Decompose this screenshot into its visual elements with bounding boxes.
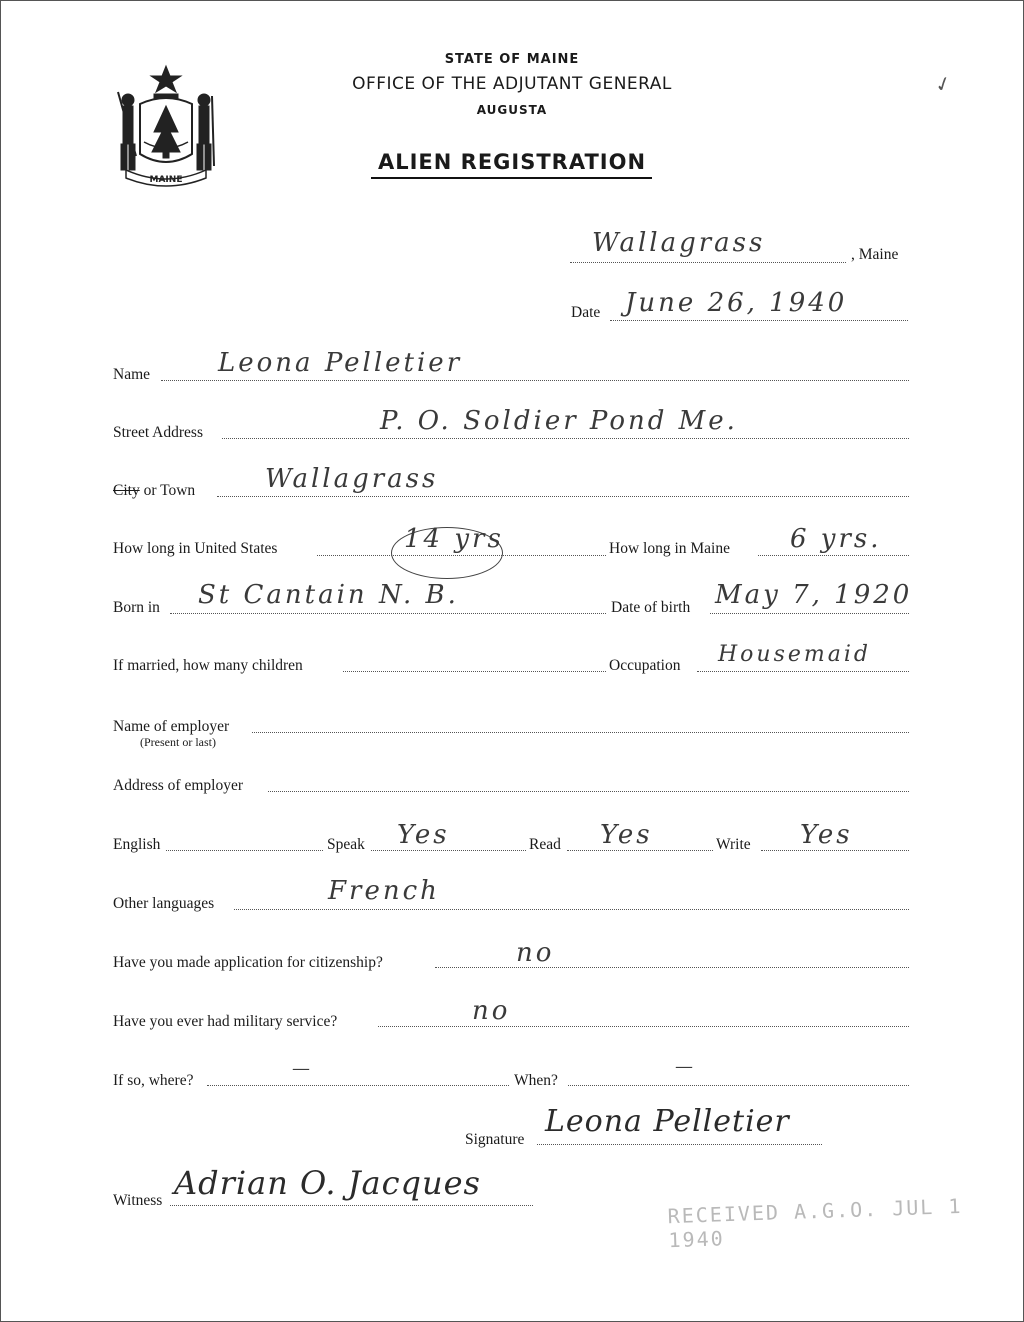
received-stamp: RECEIVED A.G.O. JUL 1 1940 [667,1193,963,1253]
street-line [222,438,909,439]
name-value: Leona Pelletier [218,348,463,378]
city-town-value: Wallagrass [265,464,439,494]
occupation-line [697,671,909,672]
state-heading: STATE OF MAINE [444,52,580,67]
write-label: Write [716,836,751,853]
employer-address-label: Address of employer [113,777,243,794]
date-of-birth-line [710,613,909,614]
town-value: Wallagrass [592,228,766,258]
read-value: Yes [600,820,653,850]
military-value: no [472,996,511,1026]
where-label: If so, where? [113,1072,194,1089]
date-of-birth-label: Date of birth [611,599,691,616]
title-underline [371,177,652,179]
check-mark: ✓ [932,71,955,99]
other-languages-label: Other languages [113,895,215,912]
children-label: If married, how many children [113,657,303,674]
employer-name-sublabel: (Present or last) [140,735,216,749]
signature-value: Leona Pelletier [545,1104,790,1139]
date-line [610,320,908,321]
speak-line [371,850,526,851]
how-long-us-label: How long in United States [113,540,278,557]
born-in-value: St Cantain N. B. [198,580,459,610]
english-line [166,850,323,851]
speak-value: Yes [397,820,450,850]
other-languages-line [234,909,909,910]
read-line [567,850,713,851]
city-heading: AUGUSTA [476,103,548,117]
maine-suffix: , Maine [851,246,899,263]
military-line [378,1026,909,1027]
witness-label: Witness [113,1192,163,1209]
born-in-line [170,613,606,614]
employer-address-line [268,791,909,792]
when-label: When? [514,1072,558,1089]
witness-value: Adrian O. Jacques [174,1164,481,1202]
city-town-line [217,496,909,497]
form-title: ALIEN REGISTRATION [377,150,647,174]
born-in-label: Born in [113,599,160,616]
other-languages-value: French [328,876,440,906]
date-label: Date [571,304,601,321]
witness-line [170,1205,533,1206]
occupation-value: Housemaid [718,642,872,667]
when-line [568,1085,909,1086]
where-line [207,1085,509,1086]
where-value: — [292,1058,313,1079]
date-of-birth-value: May 7, 1920 [715,580,913,610]
english-label: English [113,836,161,853]
how-long-maine-line [758,555,909,556]
how-long-us-value: 14 yrs [404,524,504,554]
write-line [761,850,909,851]
how-long-maine-label: How long in Maine [609,540,730,557]
speak-label: Speak [327,836,365,853]
name-line [161,380,909,381]
signature-label: Signature [465,1131,525,1148]
date-value: June 26, 1940 [625,288,848,318]
employer-name-label: Name of employer [113,718,230,735]
office-heading: OFFICE OF THE ADJUTANT GENERAL [352,74,672,94]
military-label: Have you ever had military service? [113,1013,338,1030]
how-long-maine-value: 6 yrs. [790,524,882,554]
when-value: — [675,1056,696,1077]
write-value: Yes [800,820,853,850]
seal-text: MAINE [149,175,183,185]
city-town-label [113,482,195,500]
read-label: Read [529,836,561,853]
citizenship-label: Have you made application for citizenship? [113,954,383,971]
name-label: Name [113,366,151,383]
signature-line [537,1144,822,1145]
employer-name-line [252,732,909,733]
street-label: Street Address [113,424,203,441]
children-line [343,671,606,672]
town-label-rest: or Town [139,482,196,499]
town-line [570,262,846,263]
citizenship-line [435,967,909,968]
city-struck-label: City [113,482,140,499]
occupation-label: Occupation [609,657,681,674]
street-value: P. O. Soldier Pond Me. [380,406,738,436]
citizenship-value: no [516,938,555,968]
